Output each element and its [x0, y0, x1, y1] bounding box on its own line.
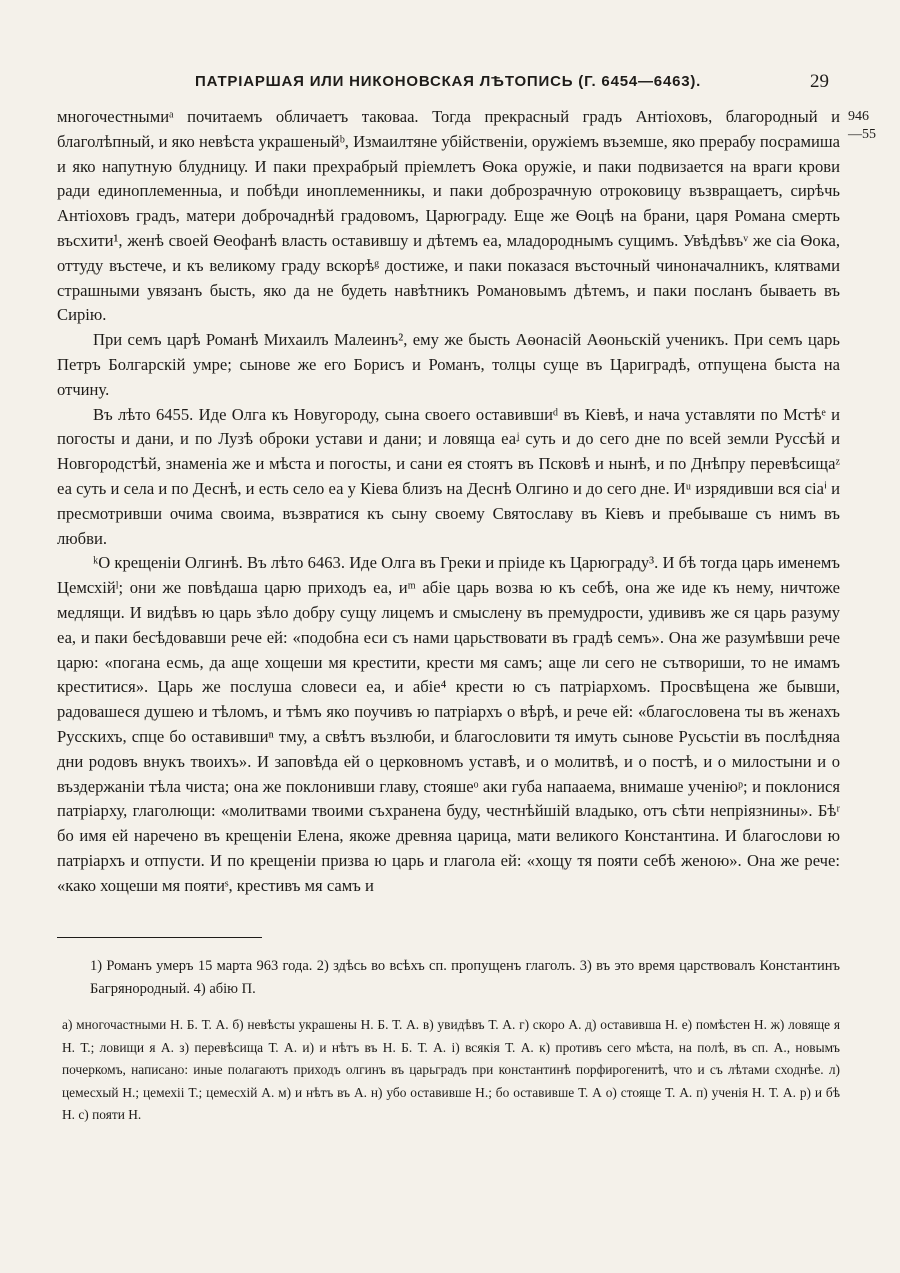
page-number: 29	[810, 71, 829, 92]
running-head	[0, 73, 900, 95]
running-title: ПАТРІАРШАЯ ИЛИ НИКОНОВСКАЯ ЛѢТОПИСЬ (Г. 6454—6463).	[195, 73, 702, 90]
footnote-text: 1) Романъ умеръ 15 марта 963 года. 2) здѣсь во всѣхъ сп. пропущенъ глаголъ. 3) въ это время царствовалъ Константинъ Багрянородный. 4) абію П.	[90, 958, 840, 997]
paragraph: ᵏО крещеніи Олгинѣ. Въ лѣто 6463. Иде Олга въ Греки и пріиде къ Царюграду³. И бѣ тогда царь именемъ Цемсхійˡ; они же повѣдаша царю приходъ еа, иᵐ абіе царь возва ю къ себѣ, она же иде къ нему, ничтоже медлящи. И видѣвъ ю царь зѣло добру сущу лицемъ и смыслену въ премудрости, удививъ же ся царь разуму еа, и паки бесѣдовавши рече ей: «подобна еси съ нами царьствовати въ градѣ семъ». Она же разумѣвши рече царю: «погана есмь, да аще хощеши мя крестити, крести мя самъ; аще ли сего не сътвориши, то не имамъ креститися». Царь же послуша словеси еа, и абіе⁴ крести ю съ патріархомъ. Просвѣщена же бывши, радовашеся душею и тѣломъ, и тѣмъ яко поучивъ ю патріархъ о вѣрѣ, и рече ей: «благословена ты въ женахъ Русскихъ, спце бо оставившиⁿ тму, а свѣтъ възлюби, и благословити тя имуть сынове Русьстіи въ послѣдняа дни родовъ внукъ твоихъ». И заповѣда ей о церковномъ уставѣ, и о молитвѣ, и о постѣ, и о милостыни и о въздержаніи тѣла чиста; она же поклонивши главу, стояшеᵒ аки губа напааема, внимаше ученіюᵖ; и поклонися патріарху, глаголющи: «молитвами твоими съхранена буду, честнѣйшій владыко, отъ сѣти непріязнины». Бѣʳ бо имя ей наречено въ крещеніи Елена, якоже древняа царица, мати великого Константина. И благослови ю патріархъ и отпусти. И по крещеніи призва ю царь и глагола ей: «хощу тя пояти себѣ женою». Она же рече: «како хощеши мя поятиˢ, крестивъ мя самъ и	[57, 553, 840, 895]
footnotes	[90, 955, 840, 1001]
paragraph: многочестнымиᵃ почитаемъ обличаетъ таковаа. Тогда прекрасный градъ Антіоховъ, благородный и благолѣпный, и яко невѣста украшеныйᵇ, Измаилтяне убійственіи, оружіемъ въземше, яко прерабу посрамиша и яко напутную блудницу. И паки прехрабрый пріемлетъ Ѳока оружіе, и паки подвизается на враги крови ради единоплеменныа, и побѣди иноплеменникы, и паки доброзрачную отроковицу възвращаетъ, сирѣчь Антіоховъ градъ, матери доброчаднѣй градовомъ, Царюграду. Еще же Ѳоцѣ на брани, царя Романа смерть въсхити¹, женѣ своей Ѳеофанѣ власть оставившу и дѣтемъ еа, младороднымъ сущимъ. Увѣдѣвъᵛ же сіа Ѳока, оттуду въстече, и къ великому граду вскорѣᵍ достиже, и паки показася въсточный чиноначалникъ, клятвами страшными увязанъ бысть, яко да не будеть навѣтникъ Романовымъ дѣтемъ, и паки посланъ бываеть въ Сирію.	[57, 107, 840, 325]
paragraph: При семъ царѣ Романѣ Михаилъ Малеинъ², ему же бысть Аѳонасій Аѳоньскій ученикъ. При семъ царь Петръ Болгарскій умре; сынове же его Борисъ и Романъ, толцы суще въ Цариградѣ, отпущена быста на отчину.	[57, 330, 840, 399]
margin-year-note: 946 —55	[848, 109, 876, 142]
main-text	[57, 105, 840, 899]
paragraph: Въ лѣто 6455. Иде Олга къ Новугороду, сына своего оставившиᵈ въ Кіевѣ, и нача уставляти по Мстѣᵉ и погосты и дани, и по Лузѣ оброки устави и дани; и ловяща еаᶨ суть и до сего дне по всей земли Руссѣй и Новгородстѣй, знаменіа же и мѣста и погосты, и сани ея стоятъ въ Псковѣ и нынѣ, и по Днѣпру перевѣсищаᶻ еа суть и села и по Деснѣ, и есть село еа у Кіева близъ на Деснѣ Олгино и до сего дне. Иᵘ изрядивши вся сіаⁱ и пресмотривши очима своима, възвратися къ сыну своему Святославу въ Кіевъ и пребываше съ нимъ въ любви.	[57, 404, 840, 548]
variant-readings	[62, 1014, 840, 1127]
variant-text: а) многочастными Н. Б. Т. А. б) невѣсты украшены Н. Б. Т. А. в) увидѣвъ Т. А. г) скоро А. д) оставивша Н. е) помѣстен Н. ж) ловяще я Н. Т.; ловищи я А. з) перевѣсища Т. А. и) и нѣтъ въ Н. Б. Т. А. і) всякія Т. А. к) противъ сего мѣста, на полѣ, въ сп. А., новымъ почеркомъ, написано: иные полагаютъ приходъ олгинъ въ царьградъ при константинѣ порфирогенитѣ, что и съ лѣтами сходнѣе. л) цемесхый Н.; цемехіі Т.; цемесхій А. м) и нѣтъ въ А. н) убо оставивше Н.; бо оставивше Т. А о) стояще Т. А. п) ученія Н. Т. А. р) и бѣ Н. с) пояти Н.	[62, 1017, 840, 1122]
footnote-rule	[57, 937, 262, 938]
